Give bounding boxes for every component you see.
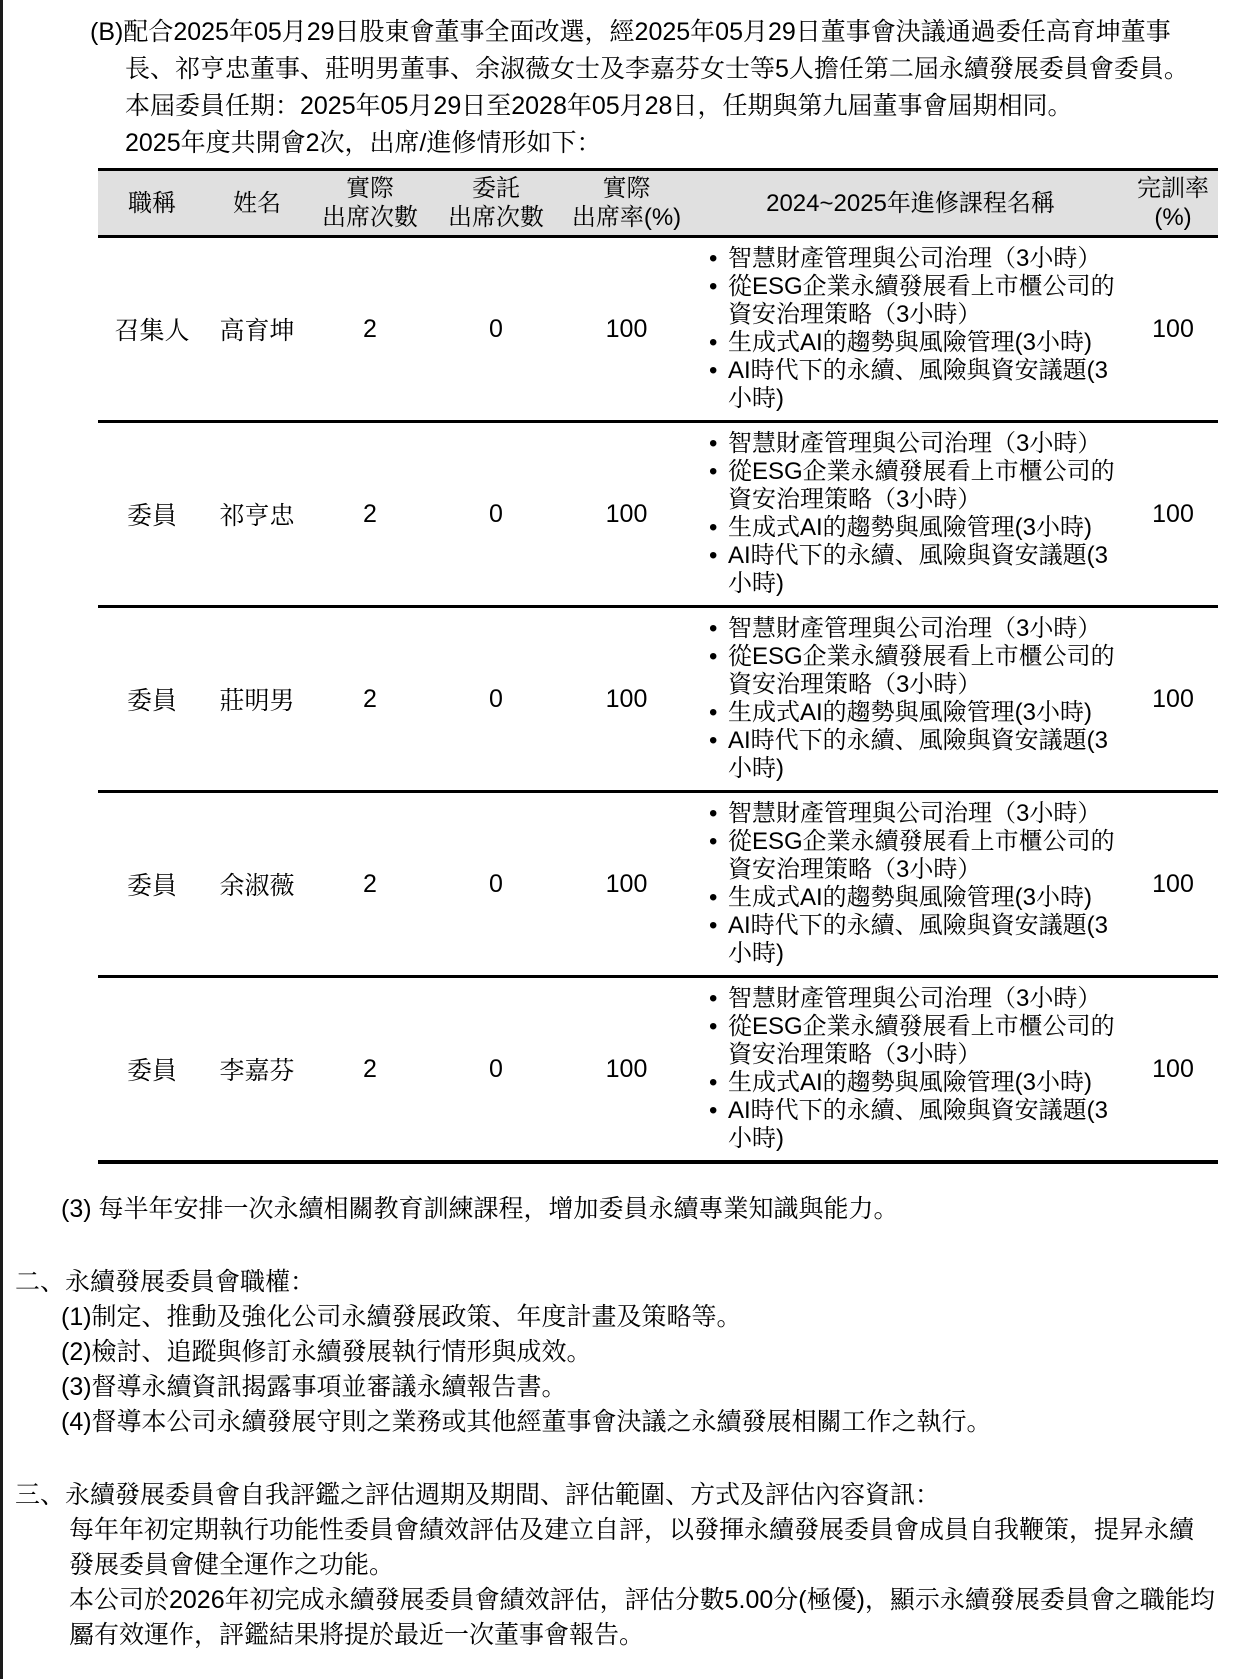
duty-item-2: (2)檢討、追蹤與修訂永續發展執行情形與成效。 xyxy=(61,1338,592,1366)
course-item: • 生成式AI的趨勢與風險管理(3小時) xyxy=(703,699,1120,727)
section-2-heading: 二、永續發展委員會職權： xyxy=(15,1268,316,1296)
cell-proxy-count: 0 xyxy=(489,869,503,898)
header-rate-line-1: 實際 xyxy=(602,175,651,202)
cell-name: 高育坤 xyxy=(219,317,295,345)
cell-completion-rate: 100 xyxy=(1152,314,1194,343)
header-name-label: 姓名 xyxy=(233,189,281,217)
course-item: • 從ESG企業永續發展看上市櫃公司的資安治理策略（3小時） xyxy=(703,1013,1120,1069)
cell-actual-count: 2 xyxy=(363,314,377,343)
duty-item-1: (1)制定、推動及強化公司永續發展政策、年度計畫及策略等。 xyxy=(61,1303,742,1331)
cell-attendance-rate: 100 xyxy=(605,314,648,343)
cell-attendance-rate: 100 xyxy=(605,499,648,528)
header-title-label: 職稱 xyxy=(128,189,176,217)
member-row-4 xyxy=(98,792,1218,977)
header-cell-completion-rate xyxy=(1128,170,1218,237)
attendance-table xyxy=(98,168,1218,1164)
intro-label: (B) xyxy=(90,18,124,46)
course-item: • 智慧財產管理與公司治理（3小時） xyxy=(703,615,1120,643)
cell-completion-rate: 100 xyxy=(1152,1054,1194,1083)
duty-item-3: (3)督導永續資訊揭露事項並審議永續報告書。 xyxy=(61,1373,567,1401)
course-item: • AI時代下的永續、風險與資安議題(3小時) xyxy=(703,912,1120,968)
course-list xyxy=(703,800,1120,968)
course-item: • 生成式AI的趨勢與風險管理(3小時) xyxy=(703,514,1120,542)
training-note: (3) 每半年安排一次永續相關教育訓練課程，增加委員永續專業知識與能力。 xyxy=(61,1195,899,1223)
header-cell-courses xyxy=(693,170,1128,237)
cell-attendance-rate: 100 xyxy=(605,869,648,898)
cell-attendance-rate: 100 xyxy=(605,1054,648,1083)
cell-attendance-rate: 100 xyxy=(605,684,648,713)
course-list xyxy=(703,245,1120,413)
intro-text-1: 配合2025年05月29日股東會董事全面改選，經2025年05月29日董事會決議通過委任高育坤董事長、祁亨忠董事、莊明男董事、余淑薇女士及李嘉芬女士等5人擔任第二屆永續發展委員會委員。 xyxy=(123,18,1189,83)
course-item: • 智慧財產管理與公司治理（3小時） xyxy=(703,800,1120,828)
course-item: • AI時代下的永續、風險與資安議題(3小時) xyxy=(703,1097,1120,1153)
cell-title: 召集人 xyxy=(114,317,190,345)
cell-title: 委員 xyxy=(126,872,177,900)
cell-courses xyxy=(693,792,1128,977)
header-cell-actual-count xyxy=(308,170,432,237)
cell-name: 莊明男 xyxy=(219,687,295,715)
course-item: • 從ESG企業永續發展看上市櫃公司的資安治理策略（3小時） xyxy=(703,273,1120,329)
cell-proxy-count: 0 xyxy=(489,1054,503,1083)
member-row-1 xyxy=(98,237,1218,422)
cell-courses xyxy=(693,422,1128,607)
header-cell-name xyxy=(206,170,308,237)
header-rate-line-2: 出席率(%) xyxy=(571,204,682,231)
cell-actual-count: 2 xyxy=(363,499,377,528)
cell-name: 李嘉芬 xyxy=(219,1057,295,1085)
member-row-3 xyxy=(98,607,1218,792)
header-courses-label: 2024~2025年進修課程名稱 xyxy=(766,189,1055,217)
course-item: • 智慧財產管理與公司治理（3小時） xyxy=(703,245,1120,273)
cell-courses xyxy=(693,607,1128,792)
header-actual-line-2: 出席次數 xyxy=(322,204,418,231)
header-cell-title xyxy=(98,170,206,237)
course-item: • 智慧財產管理與公司治理（3小時） xyxy=(703,985,1120,1013)
cell-courses xyxy=(693,977,1128,1163)
cell-title: 委員 xyxy=(126,1057,177,1085)
course-item: • 智慧財產管理與公司治理（3小時） xyxy=(703,430,1120,458)
cell-name: 余淑薇 xyxy=(219,872,295,900)
cell-actual-count: 2 xyxy=(363,684,377,713)
course-item: • 生成式AI的趨勢與風險管理(3小時) xyxy=(703,1069,1120,1097)
course-item: • AI時代下的永續、風險與資安議題(3小時) xyxy=(703,357,1120,413)
header-actual-line-1: 實際 xyxy=(346,175,394,202)
course-item: • 從ESG企業永續發展看上市櫃公司的資安治理策略（3小時） xyxy=(703,458,1120,514)
header-proxy-line-2: 出席次數 xyxy=(448,204,544,231)
intro-line-1 xyxy=(90,14,1217,88)
intro-paragraph xyxy=(90,14,1217,162)
member-row-5 xyxy=(98,977,1218,1163)
cell-completion-rate: 100 xyxy=(1152,684,1194,713)
header-cell-attendance-rate xyxy=(560,170,693,237)
section-evaluation xyxy=(3,1478,1217,1653)
course-item: • AI時代下的永續、風險與資安議題(3小時) xyxy=(703,542,1120,598)
course-list xyxy=(703,985,1120,1153)
cell-proxy-count: 0 xyxy=(489,499,503,528)
course-item: • 從ESG企業永續發展看上市櫃公司的資安治理策略（3小時） xyxy=(703,828,1120,884)
cell-proxy-count: 0 xyxy=(489,314,503,343)
cell-completion-rate: 100 xyxy=(1152,869,1194,898)
table-header-row xyxy=(98,170,1218,237)
evaluation-para-2: 本公司於2026年初完成永續發展委員會績效評估，評估分數5.00分(極優)，顯示永續發展委員會之職能均屬有效運作，評鑑結果將提於最近一次董事會報告。 xyxy=(69,1586,1215,1649)
duty-item-4: (4)督導本公司永續發展守則之業務或其他經董事會決議之永續發展相關工作之執行。 xyxy=(61,1408,992,1436)
cell-name: 祁亨忠 xyxy=(219,502,295,530)
member-row-2 xyxy=(98,422,1218,607)
course-item: • 從ESG企業永續發展看上市櫃公司的資安治理策略（3小時） xyxy=(703,643,1120,699)
section-3-heading: 三、永續發展委員會自我評鑑之評估週期及期間、評估範圍、方式及評估內容資訊： xyxy=(15,1481,941,1509)
cell-title: 委員 xyxy=(126,502,177,530)
intro-line-3: 2025年度共開會2次，出席/進修情形如下： xyxy=(125,129,602,157)
section-duties xyxy=(3,1265,1217,1440)
cell-actual-count: 2 xyxy=(363,869,377,898)
header-completion-line-1: 完訓率 xyxy=(1137,175,1209,202)
header-cell-proxy-count xyxy=(432,170,560,237)
course-list xyxy=(703,430,1120,598)
course-list xyxy=(703,615,1120,783)
intro-line-2: 本屆委員任期：2025年05月29日至2028年05月28日，任期與第九屆董事會屆期相同。 xyxy=(125,92,1073,120)
course-item: • 生成式AI的趨勢與風險管理(3小時) xyxy=(703,329,1120,357)
evaluation-para-1: 每年年初定期執行功能性委員會績效評估及建立自評，以發揮永續發展委員會成員自我鞭策，提昇永續發展委員會健全運作之功能。 xyxy=(69,1516,1195,1579)
course-item: • 生成式AI的趨勢與風險管理(3小時) xyxy=(703,884,1120,912)
header-proxy-line-1: 委託 xyxy=(472,175,520,202)
cell-title: 委員 xyxy=(126,687,177,715)
cell-actual-count: 2 xyxy=(363,1054,377,1083)
cell-courses xyxy=(693,237,1128,422)
cell-proxy-count: 0 xyxy=(489,684,503,713)
cell-completion-rate: 100 xyxy=(1152,499,1194,528)
course-item: • AI時代下的永續、風險與資安議題(3小時) xyxy=(703,727,1120,783)
header-completion-line-2: (%) xyxy=(1154,204,1192,231)
